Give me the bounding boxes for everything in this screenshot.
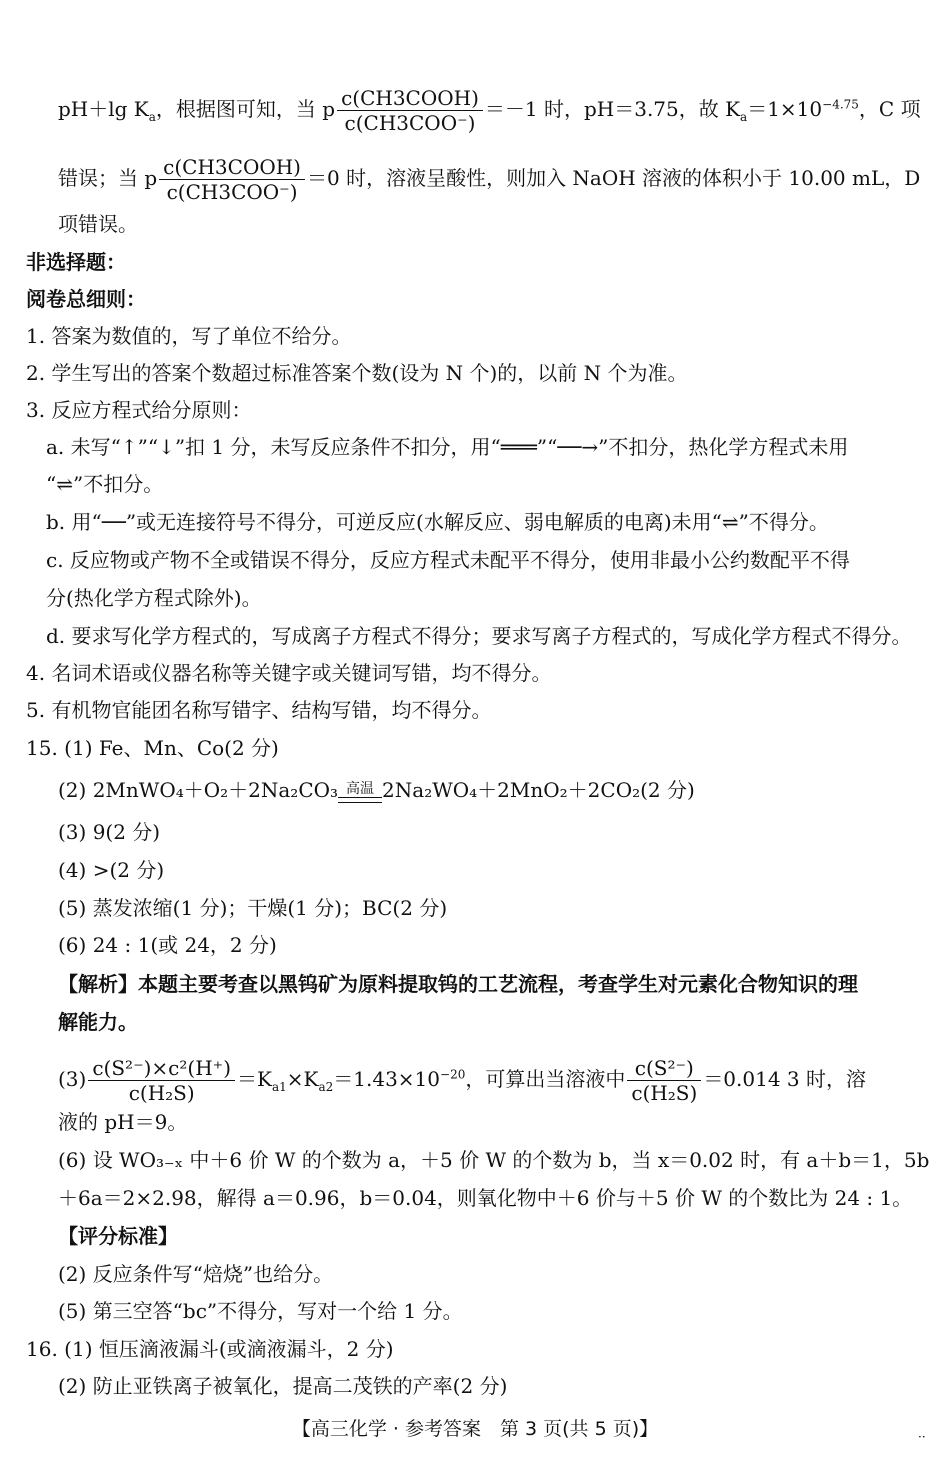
fraction-denominator: c(H₂S) [128, 1081, 195, 1105]
fraction [159, 155, 305, 204]
rule-subitem: 分(热化学方程式除外)。 [46, 586, 262, 610]
subscript: a [740, 110, 748, 124]
subscript: a1 [271, 1080, 287, 1094]
equation-reactants: (2) 2MnWO₄＋O₂＋2Na₂CO₃ [58, 778, 339, 802]
q15-calc-text: ＋6a＝2×2.98，解得 a＝0.96，b＝0.04，则氧化物中＋6 价与＋5 价 W 的个数比为 24 : 1。 [58, 1186, 913, 1210]
q15-answer: 15. (1) Fe、Mn、Co(2 分) [26, 736, 279, 760]
rule-item: 3. 反应方程式给分原则： [26, 398, 252, 422]
subscript: a [148, 110, 156, 124]
fraction-denominator: c(CH3COO⁻) [344, 111, 476, 135]
text-segment: (3) [58, 1067, 87, 1091]
text-segment: ×K [286, 1067, 319, 1091]
text-segment: ＝0 时，溶液呈酸性，则加入 NaOH 溶液的体积小于 10.00 mL，D [306, 166, 921, 190]
fraction-numerator: c(S²⁻) [627, 1056, 701, 1081]
rule-subitem: “⇌”不扣分。 [46, 472, 164, 496]
corner-mark: ·· [918, 1430, 926, 1444]
scoring-item: (5) 第三空答“bc”不得分，写对一个给 1 分。 [58, 1299, 463, 1323]
fraction [337, 86, 483, 135]
text-segment: ＝K [237, 1067, 272, 1091]
rule-subitem: b. 用“──”或无连接符号不得分，可逆反应(水解反应、弱电解质的电离)未用“⇌”不得分。 [46, 510, 829, 534]
reaction-condition: 高温 [346, 780, 375, 797]
rule-item: 2. 学生写出的答案个数超过标准答案个数(设为 N 个)的，以前 N 个为准。 [26, 361, 688, 385]
text-segment: ＝－1 时，pH＝3.75，故 K [484, 97, 741, 121]
fraction-denominator: c(H₂S) [631, 1081, 698, 1105]
text-segment: pH＋lg K [58, 97, 149, 121]
q15-calc-text: (6) 设 WO₃₋ₓ 中＋6 价 W 的个数为 a，＋5 价 W 的个数为 b，当 x＝0.02 时，有 a＋b＝1，5b [58, 1148, 930, 1172]
fraction [627, 1056, 701, 1105]
line-ka-calc [58, 86, 921, 135]
rule-item: 5. 有机物官能团名称写错字、结构写错，均不得分。 [26, 698, 492, 722]
text-segment: ，根据图可知，当 p [155, 97, 336, 121]
text-segment: ＝0.014 3 时，溶 [703, 1067, 867, 1091]
fraction-numerator: c(CH3COOH) [337, 86, 483, 111]
fraction-numerator: c(S²⁻)×c²(H⁺) [88, 1056, 235, 1081]
q15-answer: (3) 9(2 分) [58, 820, 161, 844]
text-segment: ＝1×10 [747, 97, 823, 121]
line-option-d [58, 155, 920, 204]
scoring-heading: 【评分标准】 [58, 1224, 178, 1248]
q15-calc-3 [58, 1056, 866, 1105]
rule-subitem: c. 反应物或产物不全或错误不得分，反应方程式未配平不得分，使用非最小公约数配平不得 [46, 548, 850, 572]
fraction-denominator: c(CH3COO⁻) [166, 180, 298, 204]
equals-bar [338, 797, 382, 803]
fraction [88, 1056, 235, 1105]
q16-answer: (2) 防止亚铁离子被氧化，提高二茂铁的产率(2 分) [58, 1374, 508, 1398]
q15-answer: (6) 24 : 1(或 24，2 分) [58, 933, 277, 957]
rule-item: 1. 答案为数值的，写了单位不给分。 [26, 324, 352, 348]
line-option-d-end: 项错误。 [58, 212, 138, 236]
analysis-text: 【解析】本题主要考查以黑钨矿为原料提取钨的工艺流程，考查学生对元素化合物知识的理 [58, 972, 858, 996]
section-heading: 非选择题： [26, 250, 126, 274]
q15-answer: (4) >(2 分) [58, 858, 165, 882]
page-footer: 【高三化学 · 参考答案 第 3 页(共 5 页)】 [291, 1418, 659, 1440]
scoring-item: (2) 反应条件写“焙烧”也给分。 [58, 1262, 334, 1286]
text-segment: ＝1.43×10 [333, 1067, 441, 1091]
rule-subitem: d. 要求写化学方程式的，写成离子方程式不得分；要求写离子方程式的，写成化学方程式不得分。 [46, 624, 912, 648]
q15-calc-text: 液的 pH＝9。 [58, 1110, 188, 1134]
text-segment: ，可算出当溶液中 [465, 1067, 626, 1091]
equation-products: 2Na₂WO₄＋2MnO₂＋2CO₂(2 分) [382, 778, 695, 802]
rule-subitem: a. 未写“↑”“↓”扣 1 分，未写反应条件不扣分，用“═══”“──→”不扣分，热化学方程式未用 [46, 435, 849, 459]
superscript: −4.75 [822, 97, 859, 112]
equation-arrow [338, 781, 382, 803]
q15-answer: (5) 蒸发浓缩(1 分)；干燥(1 分)；BC(2 分) [58, 896, 448, 920]
q15-equation [58, 776, 695, 804]
text-segment: 错误；当 p [58, 166, 158, 190]
section-heading: 阅卷总细则： [26, 287, 146, 311]
analysis-text: 解能力。 [58, 1010, 138, 1034]
rule-item: 4. 名词术语或仪器名称等关键字或关键词写错，均不得分。 [26, 661, 552, 685]
subscript: a2 [318, 1080, 334, 1094]
q16-answer: 16. (1) 恒压滴液漏斗(或滴液漏斗，2 分) [26, 1337, 394, 1361]
text-segment: ，C 项 [858, 97, 921, 121]
superscript: −20 [440, 1067, 466, 1082]
fraction-numerator: c(CH3COOH) [159, 155, 305, 180]
